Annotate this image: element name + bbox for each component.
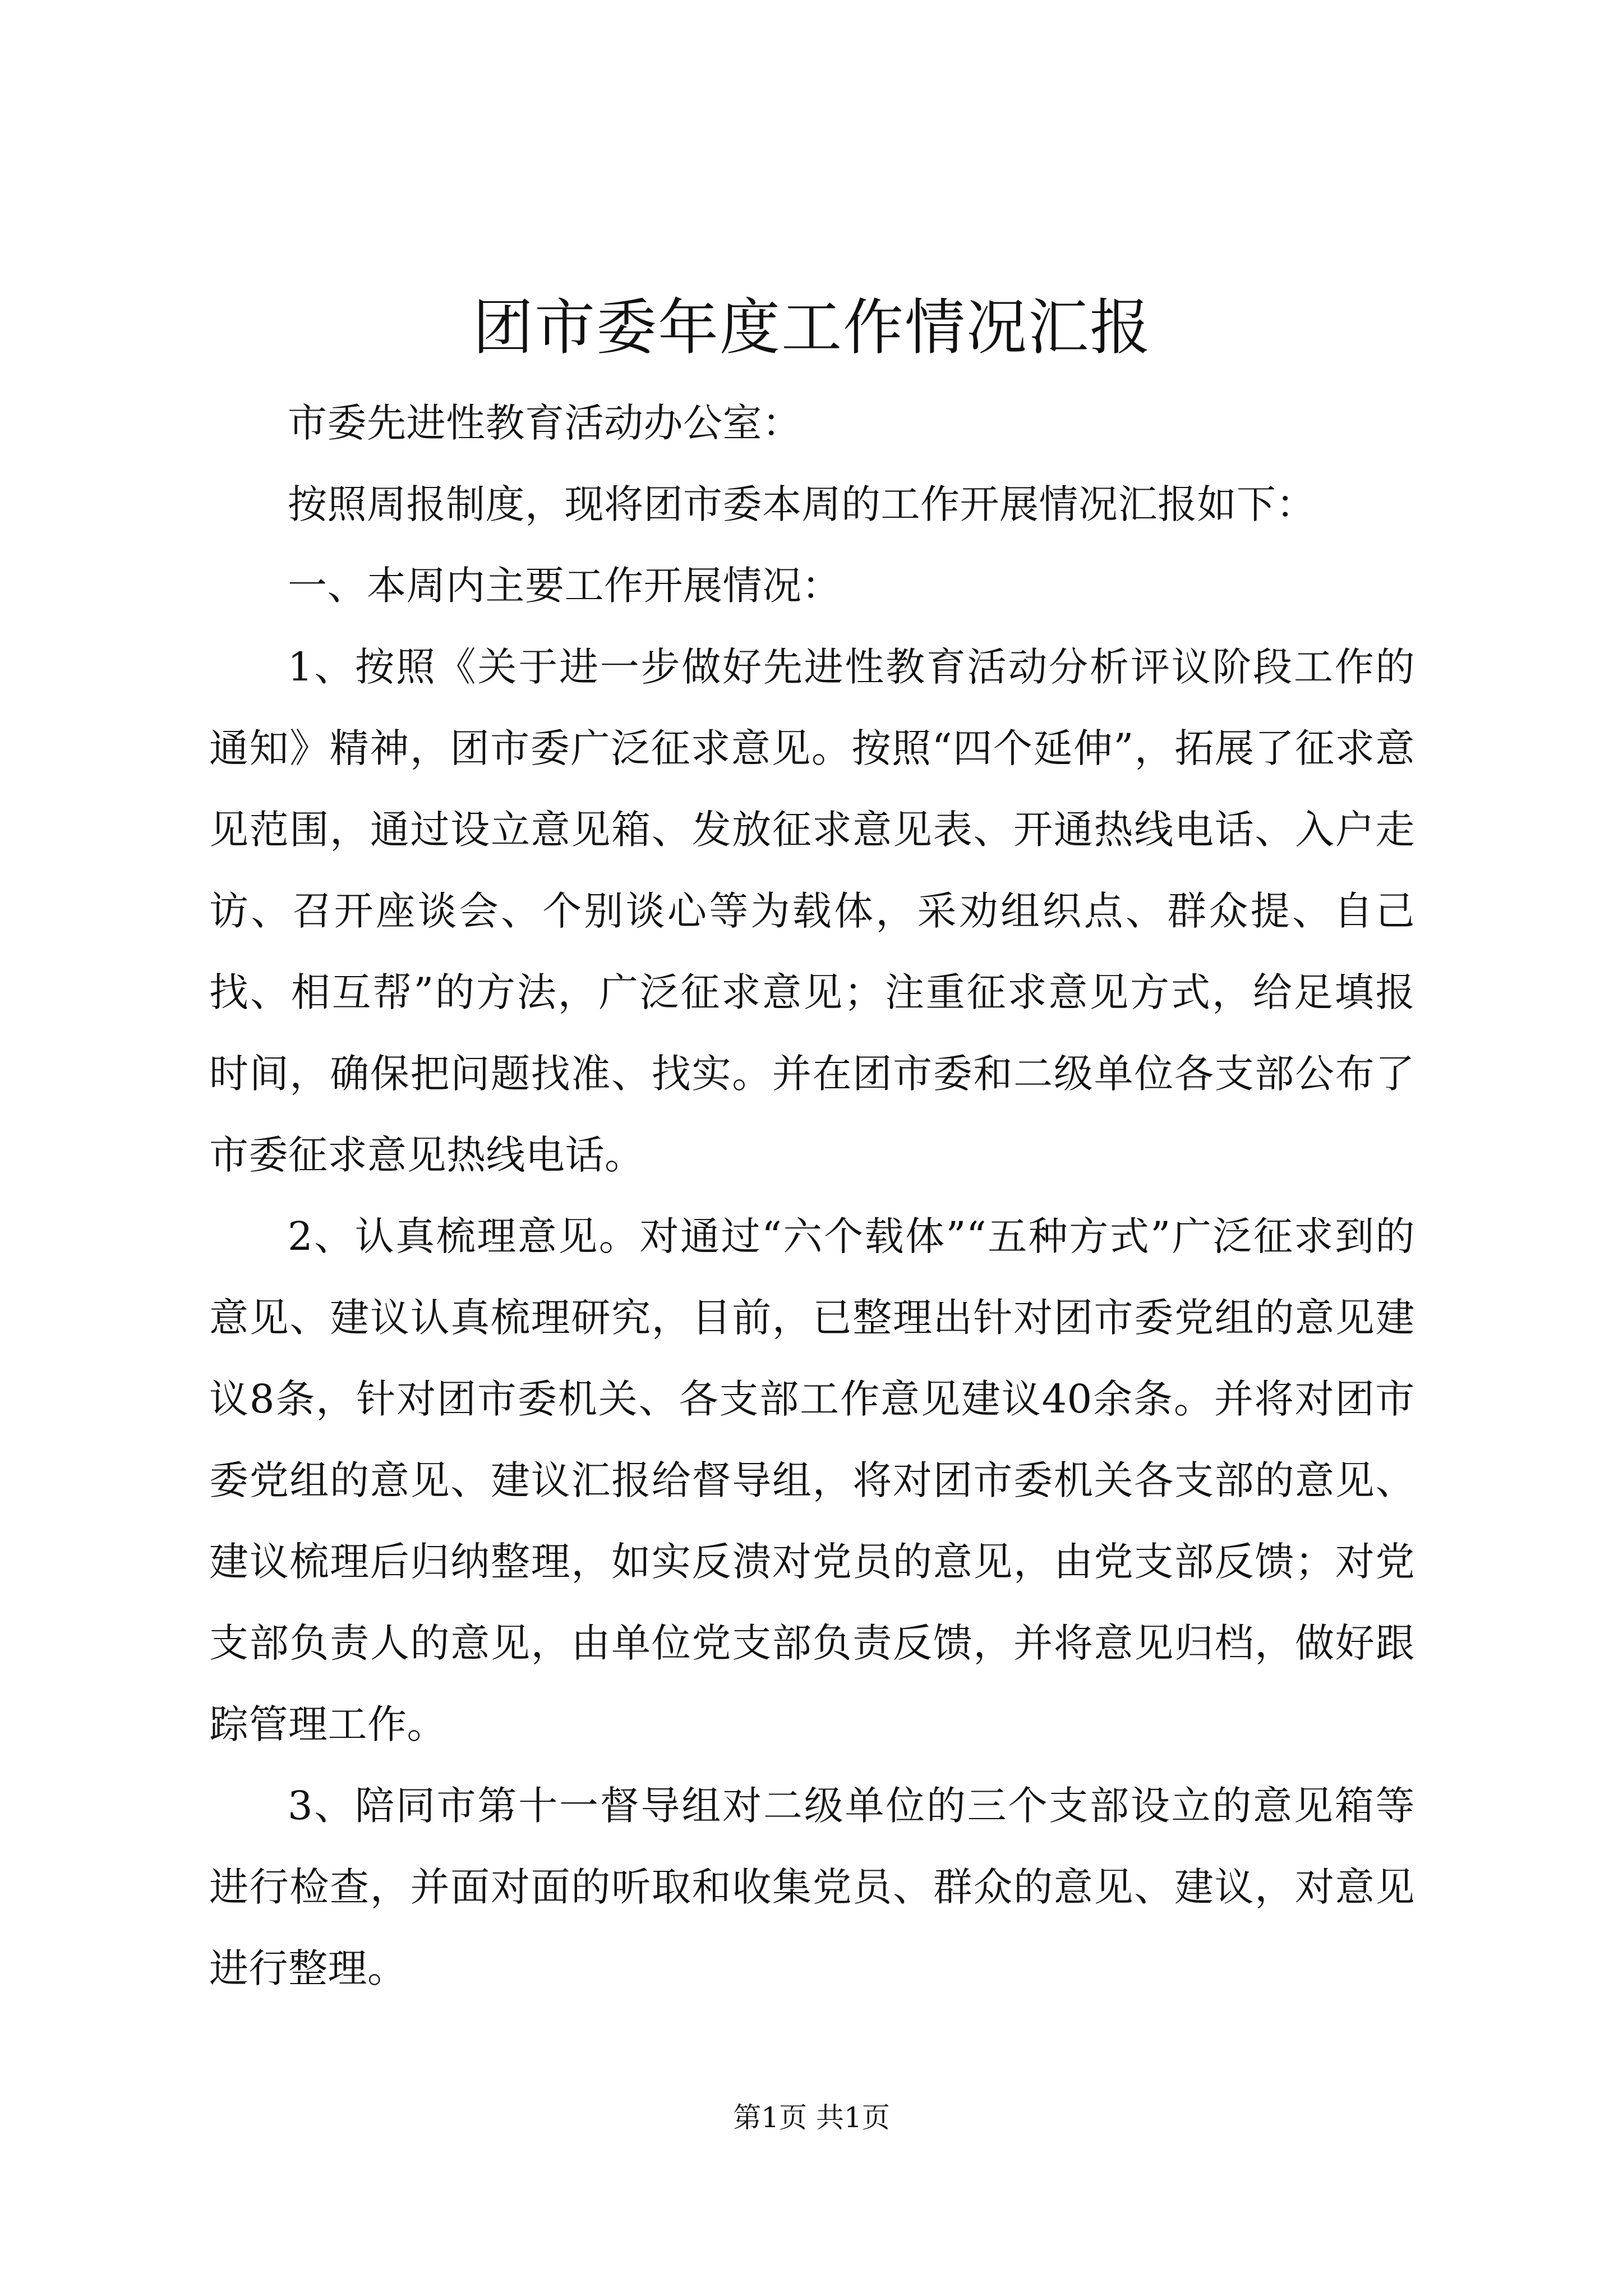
page-footer: 第1页 共1页 <box>733 2101 890 2134</box>
salutation: 市委先进性教育活动办公室： <box>288 400 802 446</box>
paragraph-item-2: 2、认真梳理意见。对通过“六个载体”“五种方式”广泛征求到的意见、建议认真梳理研究，目前，已整理出针对团市委党组的意见建议8条，针对团市委机关、各支部工作意见建议40余条。并将对团市委党组的意见、建议汇报给督导组，将对团市委机关各支部的意见、建议梳理后归纳整理，如实反溃对党员的意见，由党支部反馈；对党支部负责人的意见，由单位党支部负责反馈，并将意见归档，做好跟踪管理工作。 <box>209 1213 1415 1747</box>
section-heading: 一、本周内主要工作开展情况： <box>288 563 841 609</box>
intro-paragraph: 按照周报制度，现将团市委本周的工作开展情况汇报如下： <box>288 481 1316 527</box>
document-body <box>209 275 1415 2009</box>
paragraph-item-3: 3、陪同市第十一督导组对二级单位的三个支部设立的意见箱等进行检查，并面对面的听取和收集党员、群众的意见、建议，对意见进行整理。 <box>209 1783 1415 1991</box>
paragraph-item-1: 1、按照《关于进一步做好先进性教育活动分析评议阶段工作的通知》精神，团市委广泛征求意见。按照“四个延伸”，拓展了征求意见范围，通过设立意见箱、发放征求意见表、开通热线电话、入户走访、召开座谈会、个别谈心等为载体，采劝组织点、群众提、自己找、相互帮”的方法，广泛征求意见；注重征求意见方式，给足填报时间，确保把问题找准、找实。并在团市委和二级单位各支部公布了市委征求意见热线电话。 <box>209 644 1415 1178</box>
document-title: 团市委年度工作情况汇报 <box>472 293 1151 363</box>
